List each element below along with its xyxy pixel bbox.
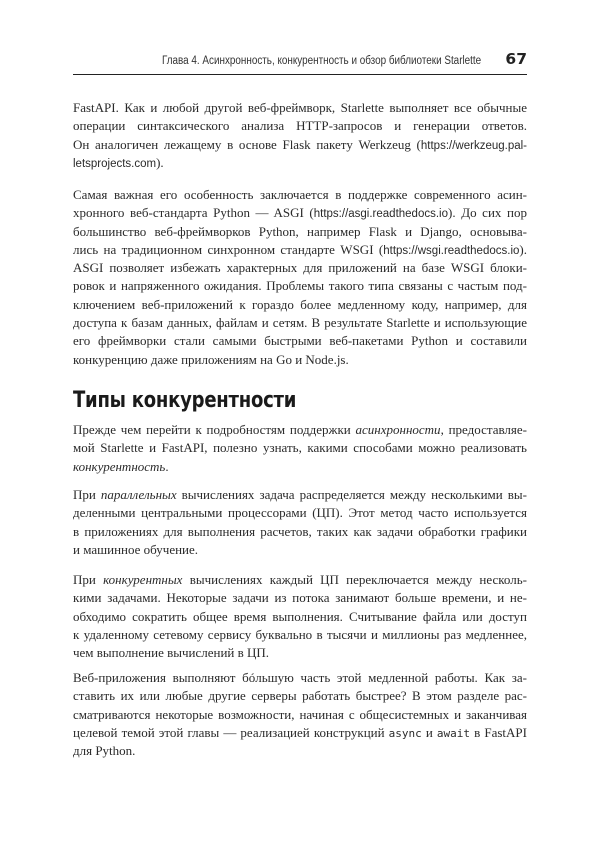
text-segment: ровок и напряженного ожидания. Проблемы такого типа связаны с частым под-: [73, 278, 527, 294]
text-line: [73, 742, 527, 760]
text-segment: к удаленному сетевому сервису буквально в тысячи и миллионы раз медленнее,: [73, 626, 527, 642]
page-number: 67: [505, 50, 527, 68]
text-line: [73, 626, 527, 644]
text-segment: .: [165, 458, 169, 474]
url-link: letsprojects.com: [73, 157, 157, 170]
text-line: [73, 541, 527, 559]
text-line: [73, 724, 527, 742]
text-segment: Прежде чем перейти к подробностям поддержки: [73, 422, 356, 437]
text-line: [73, 241, 527, 259]
text-segment: Самая важная его особенность заключается в поддержке современного асин-: [73, 187, 527, 202]
paragraph: [73, 186, 527, 369]
text-line: [73, 259, 527, 277]
text-line: [73, 136, 527, 154]
text-segment: и: [421, 724, 437, 740]
text-line: [73, 204, 527, 222]
text-segment: целевой темой этой главы — реализацией конструкций: [73, 724, 389, 740]
text-segment: операции синтаксического анализа HTTP-запросов и генерации ответов.: [73, 118, 527, 134]
text-segment: ).: [156, 154, 164, 170]
text-line: [73, 296, 527, 314]
text-segment: При: [73, 487, 101, 502]
text-segment: конкуренцию даже приложениям на Go и Node.js.: [73, 351, 349, 367]
text-line: [73, 99, 527, 117]
paragraph: [73, 571, 527, 662]
text-segment: в приложениях для выполнения расчетов, таких как задачи обработки графики: [73, 523, 527, 539]
text-line: [73, 154, 527, 172]
text-segment: ключением веб-приложений к гораздо более медленному коду, например, для: [73, 296, 527, 312]
text-segment: , предоставляе-: [440, 422, 527, 437]
text-segment: вычислениях задача распределяется между несколькими вы-: [176, 487, 527, 502]
text-line: [73, 421, 527, 439]
text-segment: хронного веб-стандарта Python — ASGI (: [73, 205, 314, 221]
url-link: https://werkzeug.pal-: [420, 139, 527, 152]
text-segment: ).: [519, 241, 527, 257]
inline-code: await: [436, 726, 471, 740]
text-line: [73, 589, 527, 607]
text-line: [73, 608, 527, 626]
text-line: [73, 351, 527, 369]
text-segment: При: [73, 572, 104, 587]
paragraph: [73, 421, 527, 476]
text-segment: лись на традиционном синхронном стандарте WSGI (: [73, 241, 384, 257]
emphasis-text: параллельных: [100, 487, 177, 502]
text-line: [73, 439, 527, 457]
text-segment: вычислениях каждый ЦП переключается между несколь-: [182, 572, 527, 587]
emphasis-text: конкурентность: [73, 458, 166, 474]
text-line: [73, 687, 527, 705]
section-heading: Типы конкурентности: [73, 388, 297, 413]
paragraph: [73, 486, 527, 559]
text-line: [73, 504, 527, 522]
text-segment: сматриваются некоторые возможности, начиная с общесистемных и заканчивая: [73, 706, 527, 722]
text-segment: мой Starlette и FastAPI, полезно узнать, какими способами можно реализовать: [73, 440, 527, 456]
text-line: [73, 571, 527, 589]
text-segment: ). До сих пор: [448, 205, 527, 221]
url-link: https://wsgi.readthedocs.io: [383, 244, 520, 257]
text-segment: Он аналогичен лежащему в основе Flask пакету Werkzeug (: [73, 136, 421, 152]
text-line: [73, 523, 527, 541]
text-segment: кими задачами. Некоторые задачи из потока занимают больше времени, и не-: [73, 590, 527, 606]
text-line: [73, 117, 527, 135]
text-segment: для Python.: [73, 743, 136, 759]
inline-code: async: [388, 726, 422, 740]
running-title: Глава 4. Асинхронность, конкурентность и обзор библиотеки Starlette: [161, 55, 481, 67]
text-line: [73, 644, 527, 662]
text-line: [73, 706, 527, 724]
paragraph: [73, 669, 527, 760]
text-segment: большинство веб-фреймворков Python, например Flask и Django, основыва-: [73, 223, 527, 239]
url-link: https://asgi.readthedocs.io: [313, 208, 448, 221]
text-segment: и машинное обучение.: [73, 541, 199, 557]
text-segment: его фреймворки стали самыми быстрыми веб-пакетами Python и составили: [73, 333, 527, 349]
text-line: [73, 314, 527, 332]
text-segment: Веб-приложения выполняют бóльшую часть этой медленной работы. Как за-: [73, 670, 527, 685]
text-line: [73, 669, 527, 687]
text-segment: чем выполнение вычислений в ЦП.: [73, 645, 270, 661]
paragraph: [73, 99, 527, 172]
text-segment: FastAPI. Как и любой другой веб-фреймворк, Starlette выполняет все обычные: [73, 100, 527, 115]
text-line: [73, 223, 527, 241]
text-line: [73, 486, 527, 504]
text-line: [73, 332, 527, 350]
text-line: [73, 186, 527, 204]
page-header: [73, 50, 527, 75]
text-segment: ставить их или любые другие серверы работать быстрее? В этом разделе рас-: [73, 688, 527, 704]
text-segment: обходимо сократить общее время выполнения. Считывание файла или доступ: [73, 608, 527, 624]
text-segment: доступа к базам данных, файлам и сетям. В результате Starlette и использующие: [73, 315, 527, 331]
text-segment: деленными центральными процессорами (ЦП). Этот метод часто используется: [73, 505, 527, 521]
text-segment: в FastAPI: [470, 724, 527, 740]
text-line: [73, 277, 527, 295]
text-line: [73, 458, 527, 476]
text-segment: ASGI позволяет избежать характерных для приложений на базе WSGI блоки-: [73, 260, 527, 276]
emphasis-text: асинхронности: [355, 422, 441, 437]
emphasis-text: конкурентных: [103, 572, 183, 587]
